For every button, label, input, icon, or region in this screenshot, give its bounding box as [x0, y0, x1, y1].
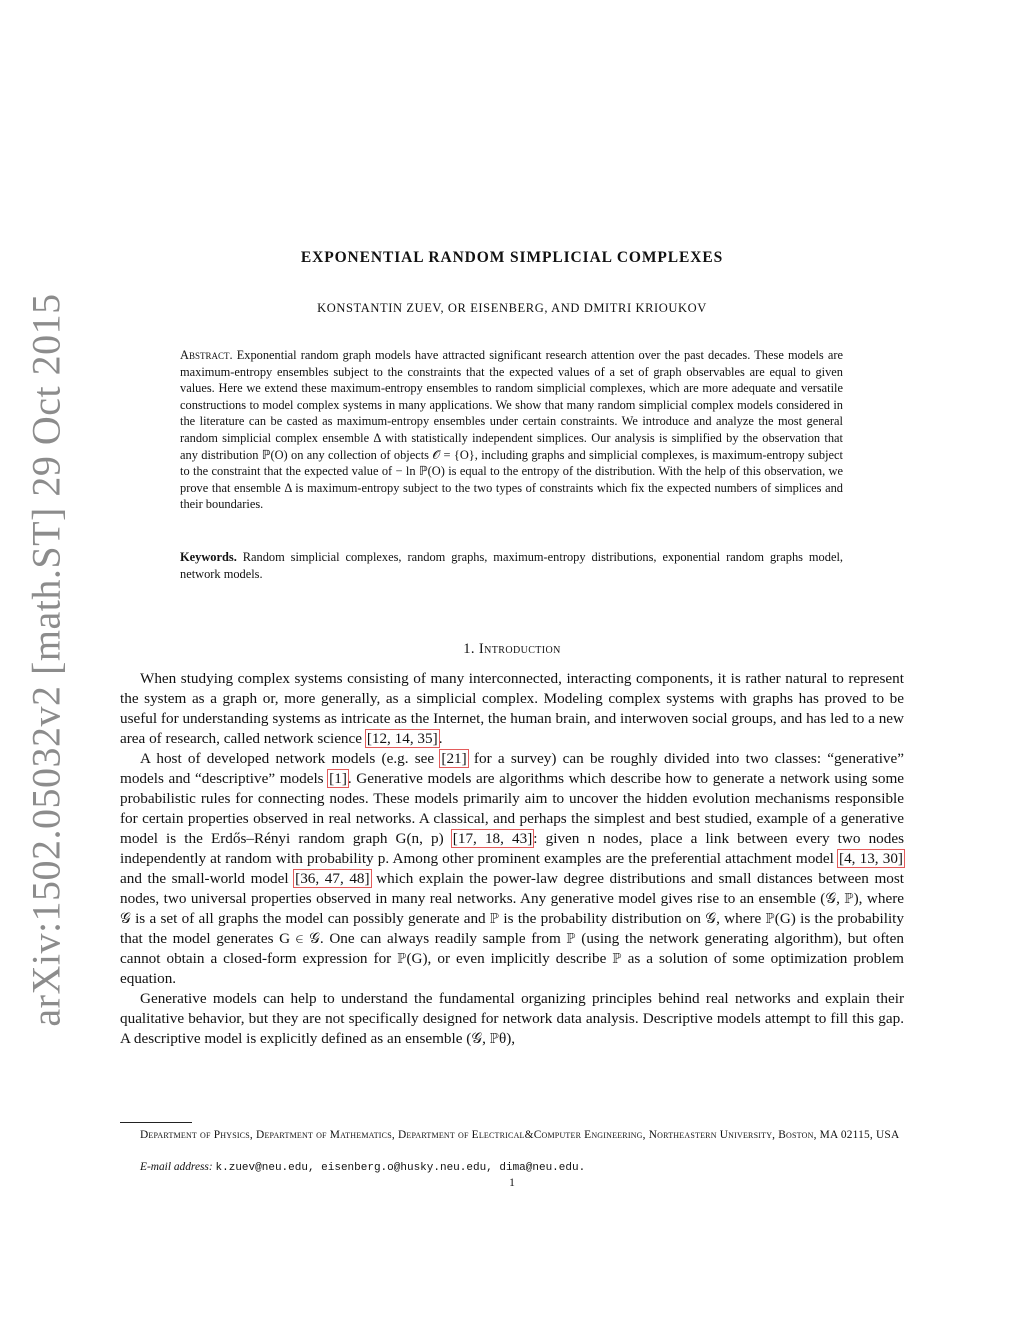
text-run: A host of developed network models (e.g. see [140, 750, 441, 767]
keywords-label: Keywords. [180, 550, 237, 564]
citation-link[interactable]: [12, 14, 35] [366, 730, 438, 747]
citation-link[interactable]: [4, 13, 30] [839, 850, 903, 867]
footnote-divider [120, 1122, 192, 1123]
text-run: for a survey) can be roughly divided into two classes: “generative” models and “descriptive” models [120, 750, 904, 787]
email-label: E-mail address: [140, 1161, 213, 1173]
section-number: 1. [463, 641, 475, 657]
text-run: : given n nodes, place a link between every two nodes independently at random with probability p. Among other prominent examples are the preferential attachment model [120, 830, 905, 867]
affiliation-text: Department of Physics, Department of Mathematics, Department of Electrical&Computer Engineering, Northeastern University, Boston, MA 02115, USA [140, 1129, 900, 1141]
text-run: When studying complex systems consisting of many interconnected, interacting components, it is rather natural to represent the system as a graph or, more generally, as a simplicial complex. Modeling complex systems with graphs has proved to be useful for understanding systems as intricate as the Internet, the human brain, and interwoven social groups, and has led to a new area of research, called network science [120, 670, 904, 747]
keywords [180, 549, 843, 582]
paragraph [120, 749, 904, 989]
text-run: which explain the power-law degree distributions and small distances between most nodes, two universal properties observed in many real networks. Any generative model gives rise to an ensemble (𝒢, ℙ), where 𝒢 is a set of all graphs the model can possibly generate and ℙ is the probability distribution on 𝒢, where ℙ(G) is the probability that the model generates G ∈ 𝒢. One can always readily sample from ℙ (using the network generating algorithm), but often cannot obtain a closed-form expression for ℙ(G), or even implicitly describe ℙ as a solution of some optimization problem equation. [120, 870, 905, 987]
paper-authors: KONSTANTIN ZUEV, OR EISENBERG, AND DMITRI KRIOUKOV [317, 301, 707, 315]
citation-link[interactable]: [17, 18, 43] [452, 830, 533, 847]
arxiv-sidebar [22, 293, 70, 1027]
email-addresses[interactable]: k.zuev@neu.edu, eisenberg.o@husky.neu.edu, dima@neu.edu. [215, 1162, 586, 1174]
paper-title: EXPONENTIAL RANDOM SIMPLICIAL COMPLEXES [300, 249, 724, 266]
author-emails [140, 1160, 904, 1177]
page-number: 1 [509, 1177, 515, 1189]
abstract [180, 347, 843, 513]
section-name: Introduction [478, 641, 561, 657]
section-heading [120, 641, 904, 658]
paragraph [120, 669, 904, 749]
abstract-text: Exponential random graph models have attracted significant research attention over the past decades. These models are maximum-entropy ensembles subject to the constraints that the expected values of a set of graph observables are equal to given values. Here we extend these maximum-entropy ensembles to random simplicial complexes, which are more adequate and versatile constructions to model complex systems in many applications. We show that many random simplicial complex models considered in the literature can be casted as maximum-entropy ensembles under certain constraints. We introduce and analyze the most general random simplicial complex ensemble Δ with statistically independent simplices. Our analysis is simplified by the observation that any distribution ℙ(O) on any collection of objects 𝒪 = {O}, including graphs and simplicial complexes, is maximum-entropy subject to the constraint that the expected value of − ln ℙ(O) is equal to the entropy of the distribution. With the help of this observation, we prove that ensemble Δ is maximum-entropy subject to the two types of constraints which fix the expected numbers of simplices and their boundaries. [180, 348, 843, 512]
keywords-text: Random simplicial complexes, random graphs, maximum-entropy distributions, exponential random graphs model, network models. [180, 550, 843, 581]
text-run: and the small-world model [120, 870, 295, 887]
author-affiliation [120, 1128, 904, 1144]
citation-link[interactable]: [36, 47, 48] [295, 870, 370, 887]
body-text [120, 669, 904, 1049]
citation-link[interactable]: [21] [441, 750, 467, 767]
abstract-label: Abstract. [180, 348, 233, 362]
citation-link[interactable]: [1] [329, 770, 347, 787]
paragraph: Generative models can help to understand the fundamental organizing principles behind real networks and explain their qualitative behavior, but they are not specifically designed for network data analysis. Descriptive models attempt to fill this gap. A descriptive model is explicitly defined as an ensemble (𝒢, ℙθ), [120, 990, 904, 1047]
text-run: . Generative models are algorithms which describe how to generate a network using some probabilistic rules for connecting nodes. These models primarily aim to uncover the hidden evolution mechanisms responsible for certain properties observed in real networks. A classical, and perhaps the simplest and best studied, example of a generative model is the Erdős–Rényi random graph G(n, p) [120, 770, 904, 847]
arxiv-identifier: arXiv:1502.05032v2 [math.ST] 29 Oct 2015 [23, 293, 69, 1027]
text-run: . [438, 730, 443, 747]
